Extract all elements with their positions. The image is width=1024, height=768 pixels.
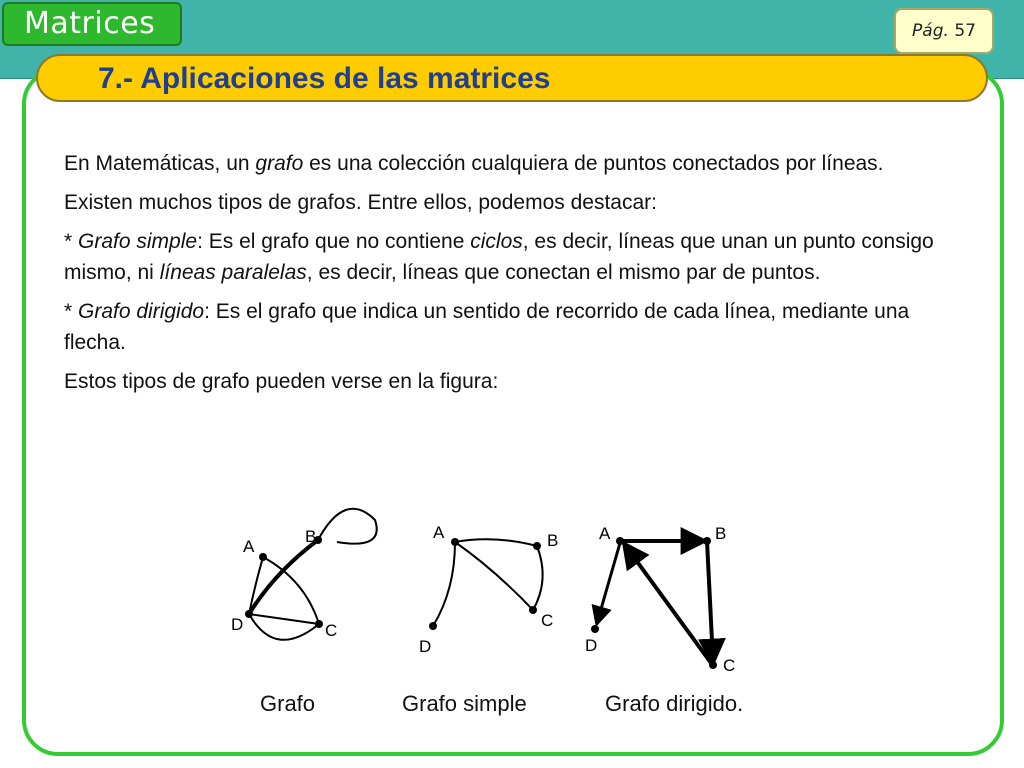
section-tab-label: Matrices [24, 6, 156, 41]
paragraph-simple [64, 226, 964, 288]
node-a [259, 553, 267, 561]
node-a [451, 538, 459, 546]
edge-b-loop [318, 509, 377, 544]
figure-grafo-dirigido [575, 515, 745, 675]
page-prefix: Pág. [912, 21, 949, 41]
edge-b-d [249, 540, 318, 614]
edge-b-c [707, 541, 713, 661]
term-lineas-paralelas: líneas paralelas [159, 261, 307, 284]
paragraph-definition [64, 148, 964, 179]
node-label-a: A [243, 537, 255, 556]
edge-a-c [455, 542, 533, 610]
term-ciclos: ciclos [470, 230, 523, 253]
paragraph-types: Existen muchos tipos de grafos. Entre ellos, podemos destacar: [64, 191, 657, 214]
node-a [616, 537, 624, 545]
node-label-d: D [585, 636, 598, 655]
node-label-c: C [541, 611, 554, 630]
node-label-a: A [599, 524, 611, 543]
node-c [709, 661, 717, 669]
term-grafo: grafo [255, 152, 304, 175]
text-run: : Es el grafo que no contiene [197, 230, 471, 253]
node-label-d: D [419, 637, 432, 656]
text-run: En Matemáticas, un [64, 152, 256, 175]
paragraph-directed [64, 296, 964, 358]
node-d [591, 625, 599, 633]
node-label-b: B [715, 524, 727, 543]
caption-grafo: Grafo [260, 691, 316, 716]
caption-grafo-simple: Grafo simple [402, 691, 527, 716]
edge-a-c [263, 557, 319, 624]
node-label-c: C [325, 621, 338, 640]
node-d [245, 610, 253, 618]
caption-grafo-dirigido: Grafo dirigido. [605, 691, 744, 716]
text-run: , es decir, líneas que conectan el mismo par de puntos. [306, 261, 821, 284]
section-tab [2, 2, 182, 46]
edge-a-d [597, 543, 620, 623]
node-label-b: B [305, 527, 317, 546]
title-bar [36, 54, 988, 102]
node-label-a: A [433, 523, 445, 542]
node-label-d: D [231, 615, 244, 634]
figure-grafo [225, 500, 405, 670]
text-run: : Es el grafo que indica un sentido de recorrido de cada línea, mediante una flecha. [64, 300, 910, 354]
paragraph-figure-intro: Estos tipos de grafo pueden verse en la figura: [64, 370, 499, 393]
page-number-badge [894, 8, 994, 54]
edge-d-c-arc [249, 614, 319, 640]
body-text [64, 148, 964, 405]
term-grafo-dirigido: Grafo dirigido [78, 300, 205, 323]
figure-grafo-simple [415, 510, 580, 660]
node-d [429, 622, 437, 630]
node-c [529, 606, 537, 614]
edge-a-b [455, 539, 537, 546]
text-run: * [64, 300, 79, 323]
text-run: , es decir, líneas que unan un punto consigo mismo, ni [64, 230, 934, 284]
node-c [315, 620, 323, 628]
node-label-b: B [547, 531, 559, 550]
edge-a-d [433, 542, 455, 626]
node-b [703, 537, 711, 545]
text-run: es una colección cualquiera de puntos conectados por líneas. [303, 152, 884, 175]
node-b [533, 542, 541, 550]
node-label-c: C [723, 656, 736, 675]
slide-title: 7.- Aplicaciones de las matrices [98, 62, 551, 95]
text-run: * [64, 230, 79, 253]
term-grafo-simple: Grafo simple [78, 230, 198, 253]
page-number: 57 [954, 21, 976, 41]
edge-b-c [533, 546, 543, 610]
edge-c-a [625, 545, 711, 663]
edge-d-c [249, 614, 319, 624]
